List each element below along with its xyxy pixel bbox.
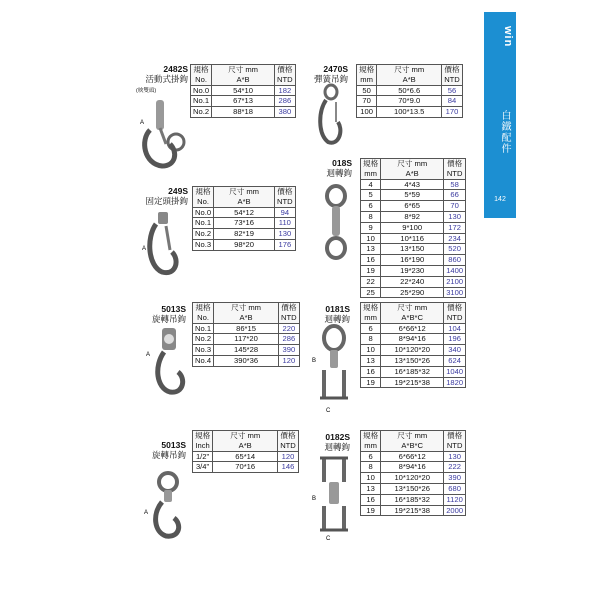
- table-row: [191, 96, 296, 107]
- table-row: [357, 85, 463, 96]
- header-text: NTD: [444, 74, 460, 84]
- table-cell: 130: [444, 211, 466, 222]
- table-cell: 25: [361, 287, 381, 298]
- dim-a: A: [142, 246, 147, 252]
- table-row: [193, 239, 296, 250]
- fixed-head-hook-image: [140, 210, 188, 280]
- table-cell: 19: [361, 505, 381, 516]
- table-cell: [212, 65, 275, 86]
- header-text: 規格: [363, 159, 379, 168]
- table-cell: 145*28: [214, 345, 279, 356]
- table-cell: [193, 303, 214, 324]
- table-cell: 82*19: [214, 229, 275, 240]
- table-row: [193, 451, 299, 462]
- header-text: mm: [364, 168, 377, 178]
- table-cell: 1120: [444, 494, 466, 505]
- table-row: [361, 222, 466, 233]
- spec-table: [360, 430, 466, 516]
- header-text: 價格: [277, 187, 293, 196]
- table-cell: [214, 303, 279, 324]
- table-cell: 222: [444, 462, 466, 473]
- table-cell: 1/2": [193, 451, 213, 462]
- table-cell: [444, 431, 466, 452]
- table-cell: 84: [442, 96, 463, 107]
- table-cell: [278, 431, 299, 452]
- table-cell: 16*190: [381, 255, 444, 266]
- table-cell: 117*20: [214, 334, 279, 345]
- table-cell: 1400: [444, 265, 466, 276]
- table-cell: 146: [278, 462, 299, 473]
- table-row: [361, 345, 466, 356]
- table-row: [361, 483, 466, 494]
- product-name: 迴轉鉤: [326, 168, 352, 178]
- table-cell: 6: [361, 201, 381, 212]
- section-tab: [484, 12, 516, 588]
- table-cell: No.1: [193, 218, 214, 229]
- header-text: 尺寸 mm: [231, 303, 262, 312]
- table-cell: 120: [279, 355, 300, 366]
- header-text: A*B: [238, 440, 252, 450]
- header-text: A*B: [405, 168, 419, 178]
- table-cell: 6*65: [381, 201, 444, 212]
- table-row: [193, 462, 299, 473]
- table-row: [361, 366, 466, 377]
- table-cell: 10*120*20: [381, 345, 444, 356]
- header-text: 尺寸 mm: [397, 431, 428, 440]
- table-row: [361, 233, 466, 244]
- spec-table: [192, 302, 300, 367]
- header-text: NTD: [446, 440, 463, 450]
- table-cell: [381, 303, 444, 324]
- table-cell: 54*10: [212, 85, 275, 96]
- table-row: [361, 377, 466, 388]
- header-text: NTD: [281, 312, 297, 322]
- table-cell: No.3: [193, 345, 214, 356]
- snap-shackle-image: [136, 94, 188, 178]
- table-cell: [361, 431, 381, 452]
- table-cell: [444, 159, 466, 180]
- table-cell: 10: [361, 473, 381, 484]
- product-name: 旋轉吊鉤: [151, 314, 186, 324]
- table-cell: 104: [444, 323, 466, 334]
- table-cell: 1820: [444, 377, 466, 388]
- header-text: NTD: [446, 312, 463, 322]
- table-cell: [381, 159, 444, 180]
- header-text: 尺寸 mm: [230, 431, 261, 440]
- table-cell: 19*215*38: [381, 505, 444, 516]
- table-cell: 340: [444, 345, 466, 356]
- table-cell: 8*94*16: [381, 334, 444, 345]
- header-text: NTD: [446, 168, 463, 178]
- table-cell: 22*240: [381, 276, 444, 287]
- table-cell: 170: [442, 107, 463, 118]
- header-text: 尺寸 mm: [394, 65, 425, 74]
- table-cell: 16*185*32: [381, 494, 444, 505]
- table-cell: 19: [361, 265, 381, 276]
- table-cell: 10: [361, 233, 381, 244]
- table-cell: [193, 187, 214, 208]
- product-label: [304, 304, 350, 324]
- header-size: 尺寸 mm: [228, 65, 259, 74]
- table-cell: [381, 431, 444, 452]
- product-code: 2470S: [323, 64, 348, 74]
- table-cell: 100*13.5: [377, 107, 442, 118]
- table-cell: No.2: [193, 334, 214, 345]
- product-code: 5013S: [161, 440, 186, 450]
- table-cell: 70*9.0: [377, 96, 442, 107]
- table-row: [361, 355, 466, 366]
- table-cell: [377, 65, 442, 86]
- table-row: [361, 276, 466, 287]
- table-row: [357, 107, 463, 118]
- table-cell: 3/4": [193, 462, 213, 473]
- header-spec-unit: No.: [195, 74, 207, 84]
- table-cell: 520: [444, 244, 466, 255]
- table-cell: 9: [361, 222, 381, 233]
- table-cell: 680: [444, 483, 466, 494]
- table-cell: [361, 159, 381, 180]
- table-cell: [275, 187, 296, 208]
- table-cell: [361, 303, 381, 324]
- dim-c: C: [326, 408, 331, 414]
- table-cell: 19*230: [381, 265, 444, 276]
- dim-b: B: [312, 358, 317, 364]
- table-cell: 3100: [444, 287, 466, 298]
- table-cell: 66: [444, 190, 466, 201]
- header-text: 規格: [363, 303, 379, 312]
- product-name: 活動式掛鉤: [145, 74, 188, 84]
- table-cell: 22: [361, 276, 381, 287]
- product-code: 2482S: [163, 64, 188, 74]
- swivel-snap-hook-image: [144, 470, 188, 542]
- dim-b: B: [312, 496, 317, 502]
- table-cell: 86*15: [214, 323, 279, 334]
- product-label: [132, 186, 188, 206]
- table-cell: 25*290: [381, 287, 444, 298]
- table-cell: [275, 65, 296, 86]
- table-cell: [213, 431, 278, 452]
- spec-table: [360, 302, 466, 388]
- table-row: [361, 462, 466, 473]
- table-cell: 8*92: [381, 211, 444, 222]
- table-row: [361, 265, 466, 276]
- spec-table: [356, 64, 463, 118]
- header-text: 規格: [195, 303, 211, 312]
- dim-a: A: [144, 510, 149, 516]
- table-row: [361, 334, 466, 345]
- table-cell: 120: [278, 451, 299, 462]
- table-row: [361, 190, 466, 201]
- table-cell: 50: [357, 85, 377, 96]
- table-cell: No.0: [193, 207, 214, 218]
- header-text: 尺寸 mm: [397, 303, 428, 312]
- header-text: 價格: [447, 431, 463, 440]
- table-cell: [279, 303, 300, 324]
- table-cell: [442, 65, 463, 86]
- table-row: [193, 218, 296, 229]
- table-cell: 220: [279, 323, 300, 334]
- header-text: 價格: [280, 431, 296, 440]
- header-text: NTD: [280, 440, 296, 450]
- table-cell: 2000: [444, 505, 466, 516]
- table-row: [193, 334, 300, 345]
- table-cell: 94: [275, 207, 296, 218]
- header-text: 規格: [363, 431, 379, 440]
- table-cell: 8: [361, 462, 381, 473]
- category-label: 白鐵配件: [499, 110, 510, 154]
- table-cell: 67*13: [212, 96, 275, 107]
- table-cell: 624: [444, 355, 466, 366]
- swivel-jaw-image: [310, 322, 356, 414]
- table-cell: 390: [444, 473, 466, 484]
- table-cell: 5: [361, 190, 381, 201]
- spec-table: [192, 186, 296, 251]
- table-cell: No.1: [193, 323, 214, 334]
- table-cell: 8: [361, 334, 381, 345]
- table-cell: 19: [361, 377, 381, 388]
- header-text: No.: [197, 196, 209, 206]
- swivel-lifting-hook-image: [146, 326, 192, 398]
- table-cell: 6: [361, 451, 381, 462]
- section-tab-band: [484, 12, 516, 218]
- header-text: A*B: [239, 312, 253, 322]
- header-text: 規格: [359, 65, 375, 74]
- page-number: 142: [494, 196, 506, 203]
- header-text: 尺寸 mm: [229, 187, 260, 196]
- product-label: [298, 64, 348, 84]
- product-name: 固定頭掛鉤: [145, 196, 188, 206]
- table-cell: 390*36: [214, 355, 279, 366]
- table-cell: 196: [444, 334, 466, 345]
- spec-table: [360, 158, 466, 298]
- table-cell: 8: [361, 211, 381, 222]
- table-cell: 13: [361, 483, 381, 494]
- table-cell: [444, 303, 466, 324]
- brand-logo: win: [502, 26, 514, 48]
- table-cell: 13*150*26: [381, 483, 444, 494]
- table-cell: 50*6.6: [377, 85, 442, 96]
- header-text: A*B*C: [401, 312, 423, 322]
- table-row: [361, 451, 466, 462]
- table-row: [191, 85, 296, 96]
- table-row: [361, 211, 466, 222]
- header-text: NTD: [277, 196, 293, 206]
- table-cell: 9*100: [381, 222, 444, 233]
- table-cell: 56: [442, 85, 463, 96]
- table-row: [361, 494, 466, 505]
- table-cell: 88*18: [212, 107, 275, 118]
- product-note: (映雙頭): [136, 88, 157, 94]
- table-cell: 130: [275, 229, 296, 240]
- table-cell: 286: [275, 96, 296, 107]
- table-cell: 54*12: [214, 207, 275, 218]
- table-row: [361, 255, 466, 266]
- header-text: mm: [364, 312, 377, 322]
- product-name: 彈簧吊鉤: [313, 74, 348, 84]
- product-label: [132, 64, 188, 84]
- table-cell: 6*66*12: [381, 451, 444, 462]
- table-cell: 10: [361, 345, 381, 356]
- header-text: 規格: [195, 431, 211, 440]
- table-cell: [193, 431, 213, 452]
- header-text: A*B: [402, 74, 416, 84]
- header-text: mm: [364, 440, 377, 450]
- dim-a: A: [146, 352, 151, 358]
- header-text: 規格: [195, 187, 211, 196]
- table-cell: [191, 65, 212, 86]
- table-cell: 4: [361, 179, 381, 190]
- product-name: 迴轉鉤: [324, 314, 350, 324]
- table-cell: 16: [361, 494, 381, 505]
- table-cell: 182: [275, 85, 296, 96]
- header-text: No.: [197, 312, 209, 322]
- product-name: 迴轉鉤: [324, 442, 350, 452]
- header-size-unit: A*B: [236, 74, 250, 84]
- product-label: [304, 432, 350, 452]
- table-cell: No.2: [191, 107, 212, 118]
- table-row: [193, 355, 300, 366]
- header-spec: 規格: [193, 65, 209, 74]
- table-cell: 13*150: [381, 244, 444, 255]
- table-cell: No.3: [193, 239, 214, 250]
- table-cell: No.1: [191, 96, 212, 107]
- table-cell: [357, 65, 377, 86]
- dim-c: C: [326, 536, 331, 542]
- table-cell: 65*14: [213, 451, 278, 462]
- table-cell: 10*116: [381, 233, 444, 244]
- header-text: 價格: [447, 303, 463, 312]
- table-cell: 70: [357, 96, 377, 107]
- product-code: 018S: [332, 158, 352, 168]
- product-code: 0181S: [325, 304, 350, 314]
- table-cell: 234: [444, 233, 466, 244]
- header-text: mm: [360, 74, 373, 84]
- table-cell: 13: [361, 244, 381, 255]
- table-cell: 16*185*32: [381, 366, 444, 377]
- table-row: [361, 505, 466, 516]
- table-cell: 172: [444, 222, 466, 233]
- table-row: [361, 201, 466, 212]
- table-cell: 16: [361, 255, 381, 266]
- table-row: [191, 107, 296, 118]
- product-code: 249S: [168, 186, 188, 196]
- header-text: A*B: [237, 196, 251, 206]
- table-cell: 58: [444, 179, 466, 190]
- header-text: Inch: [195, 440, 210, 450]
- product-label: [136, 440, 186, 460]
- product-code: 5013S: [161, 304, 186, 314]
- table-cell: 70: [444, 201, 466, 212]
- spec-table: [192, 430, 299, 473]
- table-cell: 70*16: [213, 462, 278, 473]
- header-text: 價格: [447, 159, 463, 168]
- table-cell: 390: [279, 345, 300, 356]
- product-label: [134, 304, 186, 324]
- table-cell: 16: [361, 366, 381, 377]
- table-cell: 860: [444, 255, 466, 266]
- header-text: 價格: [444, 65, 460, 74]
- table-row: [361, 179, 466, 190]
- table-cell: 10*120*20: [381, 473, 444, 484]
- table-cell: 176: [275, 239, 296, 250]
- table-cell: No.4: [193, 355, 214, 366]
- product-name: 旋轉吊鉤: [151, 450, 186, 460]
- header-text: 尺寸 mm: [397, 159, 428, 168]
- table-cell: 6*66*12: [381, 323, 444, 334]
- table-cell: 13: [361, 355, 381, 366]
- table-row: [193, 207, 296, 218]
- table-row: [361, 287, 466, 298]
- table-cell: 13*150*26: [381, 355, 444, 366]
- header-price-unit: NTD: [277, 74, 293, 84]
- table-cell: 98*20: [214, 239, 275, 250]
- spring-hook-image: [314, 82, 348, 148]
- table-row: [361, 244, 466, 255]
- table-cell: 4*43: [381, 179, 444, 190]
- product-code: 0182S: [325, 432, 350, 442]
- table-cell: 110: [275, 218, 296, 229]
- table-cell: 130: [444, 451, 466, 462]
- table-cell: 8*94*16: [381, 462, 444, 473]
- table-row: [361, 323, 466, 334]
- table-row: [193, 229, 296, 240]
- header-price: 價格: [277, 65, 293, 74]
- spec-table: [190, 64, 296, 118]
- table-cell: 6: [361, 323, 381, 334]
- table-cell: No.2: [193, 229, 214, 240]
- table-cell: 100: [357, 107, 377, 118]
- table-cell: 19*215*38: [381, 377, 444, 388]
- table-cell: 2100: [444, 276, 466, 287]
- header-text: 價格: [281, 303, 297, 312]
- dim-a: A: [140, 120, 145, 126]
- table-cell: 1040: [444, 366, 466, 377]
- table-cell: 286: [279, 334, 300, 345]
- product-label: [310, 158, 352, 178]
- jaw-jaw-swivel-image: [310, 452, 356, 542]
- table-row: [193, 345, 300, 356]
- swivel-eye-image: [318, 184, 354, 266]
- table-cell: 380: [275, 107, 296, 118]
- table-row: [193, 323, 300, 334]
- table-cell: No.0: [191, 85, 212, 96]
- table-row: [357, 96, 463, 107]
- table-cell: 5*59: [381, 190, 444, 201]
- table-row: [361, 473, 466, 484]
- table-cell: 73*16: [214, 218, 275, 229]
- table-cell: [214, 187, 275, 208]
- header-text: A*B*C: [401, 440, 423, 450]
